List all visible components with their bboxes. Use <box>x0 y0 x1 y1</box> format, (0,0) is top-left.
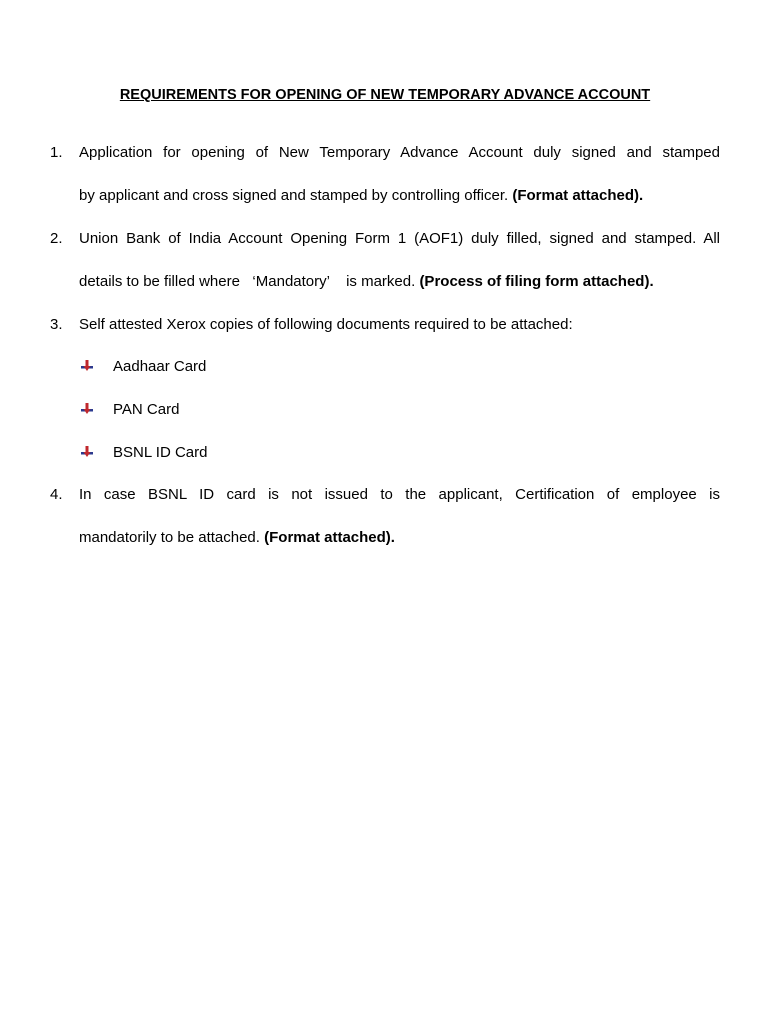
list-item <box>80 388 480 431</box>
item-bold-note: (Format attached). <box>264 529 395 546</box>
item-line-2-text: by applicant and cross signed and stamped by controlling officer. <box>79 187 509 204</box>
item-line-2 <box>79 174 720 217</box>
item-line-1: Union Bank of India Account Opening Form 1 (AOF1) duly filled, signed and stamped. All <box>79 230 720 247</box>
page-title: REQUIREMENTS FOR OPENING OF NEW TEMPORARY ADVANCE ACCOUNT <box>119 87 651 103</box>
arrow-down-bullet-icon <box>81 403 93 415</box>
item-line-2-text: details to be filled where ‘Mandatory’ is marked. <box>79 273 416 290</box>
list-item <box>80 345 480 388</box>
item-number: 4. <box>50 486 63 503</box>
item-text <box>79 473 720 559</box>
item-line-2 <box>79 516 720 559</box>
requirement-item-3 <box>50 303 720 346</box>
item-number: 1. <box>50 144 63 161</box>
item-line-1: Application for opening of New Temporary Advance Account duly signed and stamped <box>79 144 720 161</box>
arrow-down-bullet-icon <box>81 446 93 458</box>
list-item-label: Aadhaar Card <box>113 358 207 375</box>
item-number: 2. <box>50 230 63 247</box>
list-item-label: PAN Card <box>113 401 180 418</box>
item-line-1: In case BSNL ID card is not issued to the applicant, Certification of employee is <box>79 486 720 503</box>
item-number: 3. <box>50 316 63 333</box>
requirement-item-4 <box>50 473 720 559</box>
item-bold-note: (Format attached). <box>512 187 644 204</box>
item-line-2-text: mandatorily to be attached. <box>79 529 260 546</box>
list-item-label: BSNL ID Card <box>113 444 208 461</box>
item-text <box>79 131 720 217</box>
item-line-1: Self attested Xerox copies of following documents required to be attached: <box>79 316 573 333</box>
item-text <box>79 303 720 346</box>
list-item <box>80 431 480 474</box>
item-line-2 <box>79 260 720 303</box>
requirement-item-1 <box>50 131 720 217</box>
item-bold-note: (Process of filing form attached). <box>419 273 654 290</box>
requirement-item-2 <box>50 217 720 303</box>
item-text <box>79 217 720 303</box>
documents-list <box>80 345 480 474</box>
arrow-down-bullet-icon <box>81 360 93 372</box>
